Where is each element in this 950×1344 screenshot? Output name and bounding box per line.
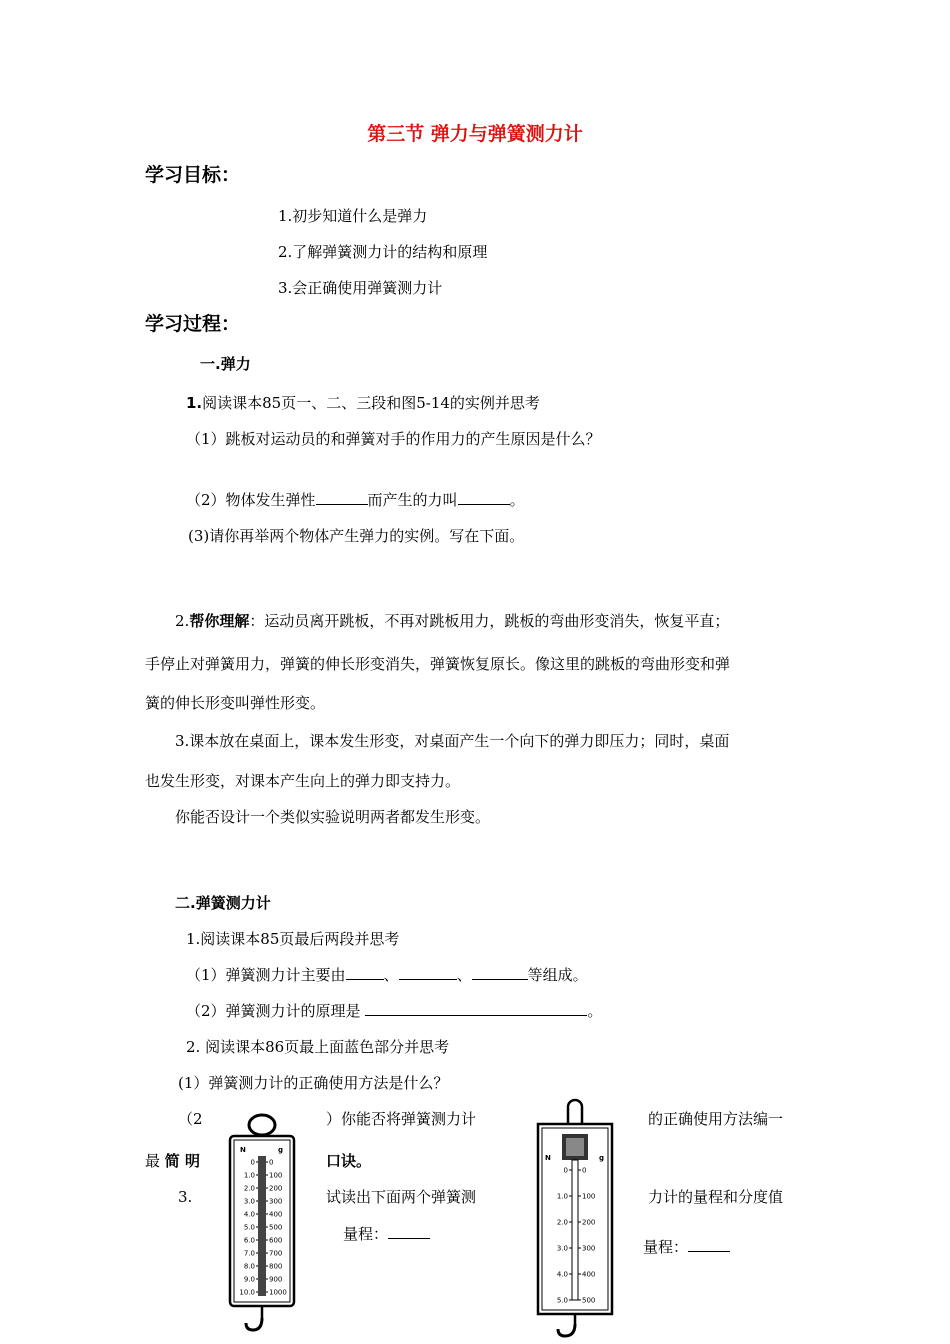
scale-label: 100 [269,1171,283,1180]
answer-blank[interactable] [472,966,528,980]
question-2-1-2 [186,1002,602,1020]
unit-right: g [599,1154,605,1162]
scale-label: 5.0 [556,1296,568,1305]
scale-label: 3.0 [243,1197,255,1206]
range-label: 量程： [343,1225,389,1243]
scale-label: 0 [563,1166,568,1175]
question-2-2-2-start: （2 [178,1110,203,1128]
text-part: 、 [456,966,472,984]
process-heading: 学习过程： [145,313,241,335]
scale-label: 0 [250,1158,255,1167]
question-number: 1. [186,394,203,412]
help-understand-line1 [175,612,729,630]
answer-blank[interactable] [458,491,510,505]
text-part: 等组成。 [527,966,588,984]
unit-right: g [278,1146,284,1154]
scale-label: 0 [582,1166,587,1175]
range-answer-1 [343,1225,430,1243]
text-part: （1）弹簧测力计主要由 [186,966,346,984]
text-part: 简 明 [164,1152,201,1170]
scale-label: 5.0 [243,1223,255,1232]
scale-label: 1.0 [556,1192,568,1201]
scale-label: 200 [269,1184,283,1193]
page-title: 第三节 弹力与弹簧测力计 [367,123,583,145]
text-part: 、 [383,966,399,984]
section-spring-scale-heading: 二.弹簧测力计 [175,894,271,912]
scale-label: 200 [582,1218,596,1227]
scale-label: 2.0 [243,1184,255,1193]
question-1-1-2 [186,491,525,509]
scale-label: 800 [269,1262,283,1271]
question-1-1-1: （1）跳板对运动员的和弹簧对手的作用力的产生原因是什么？ [186,430,601,448]
scale-label: 8.0 [243,1262,255,1271]
scale-label: 600 [269,1236,283,1245]
top-ring [249,1115,275,1135]
question-2-2-2-tail: 口诀。 [326,1152,372,1170]
answer-blank[interactable] [346,966,384,980]
goal-item: 2.了解弹簧测力计的结构和原理 [278,243,488,261]
spring-rod [572,1160,578,1300]
text-part: （2）物体发生弹性 [186,491,316,509]
text-part: 最 [145,1152,161,1170]
question-2-1-1 [186,966,588,984]
scale-label: 10.0 [239,1288,255,1297]
question-1-3-line1: 3.课本放在桌面上，课本发生形变，对桌面产生一个向下的弹力即压力；同时，桌面 [175,732,730,750]
scale-label: 2.0 [556,1218,568,1227]
answer-blank[interactable] [365,1002,587,1016]
scale-label: 700 [269,1249,283,1258]
scale-label: 300 [269,1197,283,1206]
question-1-3-line2: 也发生形变，对课本产生向上的弹力即支持力。 [145,772,461,790]
question-2-3-text: 试读出下面两个弹簧测 [326,1188,477,1206]
question-1-3-line3: 你能否设计一个类似实验说明两者都发生形变。 [175,808,491,826]
help-understand-line2: 手停止对弹簧用力，弹簧的伸长形变消失，弹簧恢复原长。像这里的跳板的弯曲形变和弹 [145,655,731,673]
scale-label: 1000 [269,1288,287,1297]
answer-blank[interactable] [688,1238,730,1252]
hook [558,1324,575,1336]
scale-label: 3.0 [556,1244,568,1253]
answer-blank[interactable] [316,491,368,505]
unit-left: N [545,1154,551,1162]
goal-item: 3.会正确使用弹簧测力计 [278,279,443,297]
help-text: ：运动员离开跳板，不再对跳板用力，跳板的弯曲形变消失，恢复平直； [249,612,730,630]
question-2-2-2-cont [145,1152,200,1170]
text-part: 。 [587,1002,603,1020]
scale-label: 500 [269,1223,283,1232]
range-answer-2 [643,1238,730,1256]
unit-left: N [240,1146,246,1154]
question-2-3-number: 3. [178,1188,193,1206]
scale-label: 4.0 [556,1270,568,1279]
question-2-1: 1.阅读课本85页最后两段并思考 [186,930,400,948]
spring-scale-1-figure [222,1110,302,1340]
hook [246,1318,262,1330]
scale-label: 500 [582,1296,596,1305]
question-1-1-3: (3)请你再举两个物体产生弹力的实例。写在下面。 [188,527,525,545]
spring-slot [258,1156,266,1296]
text-part: 。 [509,491,525,509]
scale-label: 300 [582,1244,596,1253]
scale-label: 100 [582,1192,596,1201]
question-text: 阅读课本85页一、二、三段和图5-14的实例并思考 [202,394,540,412]
question-2-3-text-cont: 力计的量程和分度值 [648,1188,784,1206]
answer-blank[interactable] [399,966,457,980]
scale-label: 400 [582,1270,596,1279]
section-elastic-heading: 一.弹力 [200,355,251,373]
scale-label: 900 [269,1275,283,1284]
spring-window [566,1138,584,1156]
scale-label: 0 [269,1158,274,1167]
text-part: （2）弹簧测力计的原理是 [186,1002,366,1020]
goal-item: 1.初步知道什么是弹力 [278,207,428,225]
scale-label: 6.0 [243,1236,255,1245]
scale-label: 400 [269,1210,283,1219]
help-number: 2. [175,612,190,630]
scale-label: 9.0 [243,1275,255,1284]
question-1-1 [186,394,540,412]
range-label: 量程： [643,1238,689,1256]
spring-scale-2-figure [535,1098,615,1340]
help-understand-line3: 簧的伸长形变叫弹性形变。 [145,694,326,712]
help-label: 帮你理解 [189,612,250,630]
question-2-2-2-end: 的正确使用方法编一 [648,1110,784,1128]
question-2-2-2-mid: ）你能否将弹簧测力计 [326,1110,477,1128]
scale-label: 7.0 [243,1249,255,1258]
question-2-2-1: (1）弹簧测力计的正确使用方法是什么？ [178,1074,449,1092]
text-part: 而产生的力叫 [367,491,458,509]
goals-heading: 学习目标： [145,164,241,186]
question-2-2: 2. 阅读课本86页最上面蓝色部分并思考 [186,1038,450,1056]
answer-blank[interactable] [388,1225,430,1239]
scale-label: 1.0 [243,1171,255,1180]
scale-label: 4.0 [243,1210,255,1219]
